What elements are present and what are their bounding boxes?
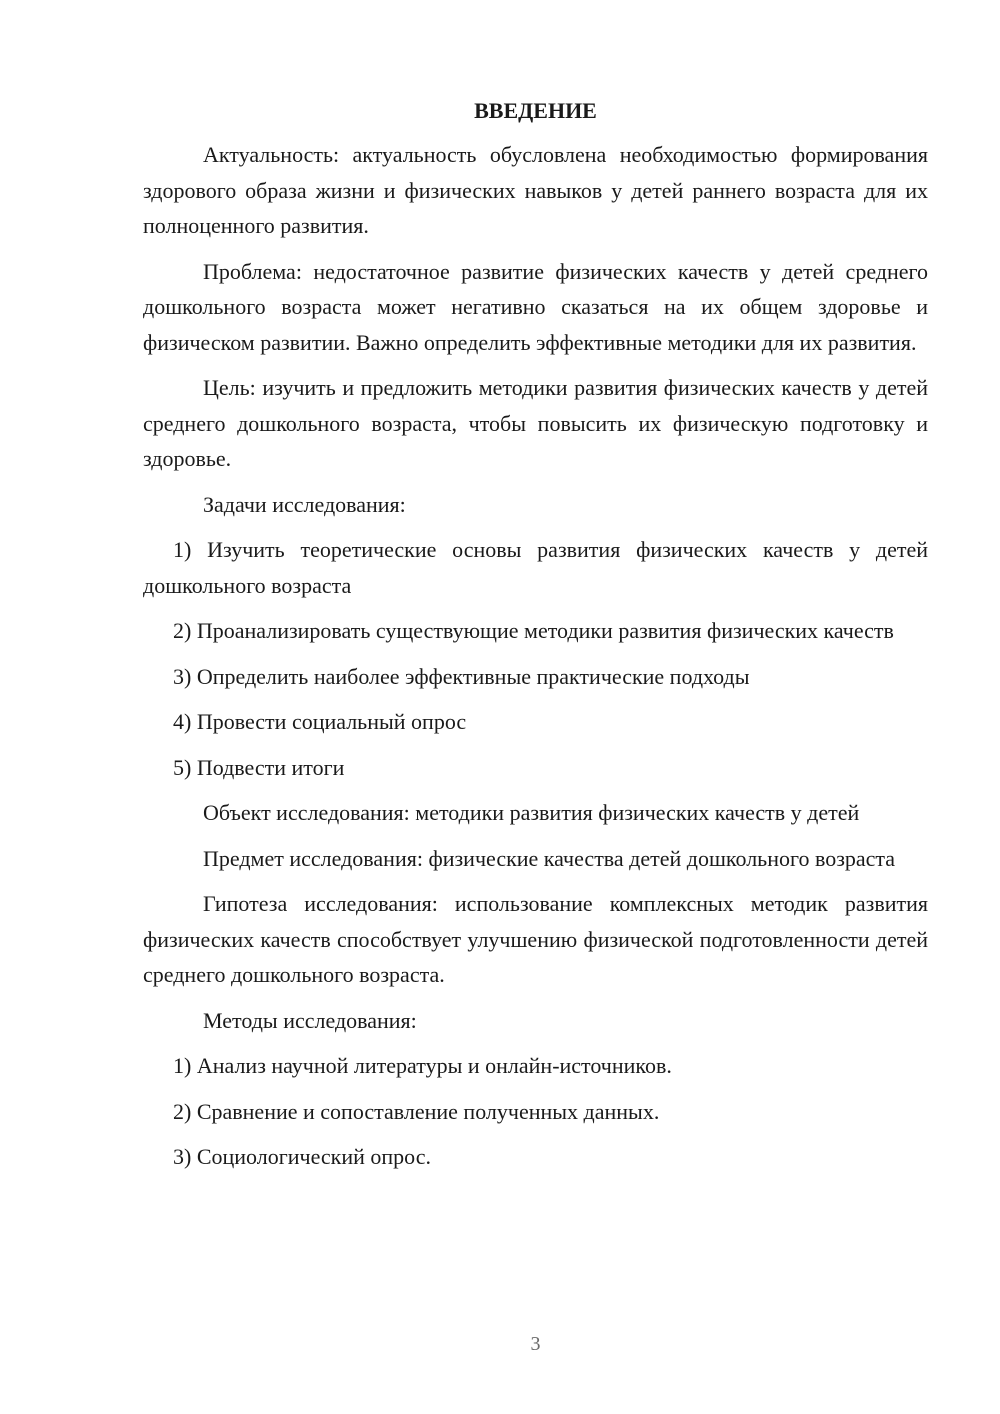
page-number: 3 <box>530 1333 541 1355</box>
paragraph-object: Объект исследования: методики развития физических качеств у детей <box>203 800 860 825</box>
tasks-heading: Задачи исследования: <box>203 491 406 517</box>
method-item-2: 2) Сравнение и сопоставление полученных данных. <box>173 1098 660 1124</box>
paragraph-hypothesis: Гипотеза исследования: использование комплексных методик развития физических качеств способствует улучшению физической подготовленности детей среднего дошкольного возраста. <box>143 891 928 987</box>
task-item-2: 2) Проанализировать существующие методики развития физических качеств <box>173 618 894 643</box>
method-item-3: 3) Социологический опрос. <box>173 1144 431 1169</box>
method-item-1: 1) Анализ научной литературы и онлайн-источников. <box>173 1053 672 1078</box>
task-item-4: 4) Провести социальный опрос <box>173 709 467 734</box>
task-item-1: 1) Изучить теоретические основы развития физических качеств у детей дошкольного возраста <box>143 537 928 598</box>
task-item-3: 3) Определить наиболее эффективные практические подходы <box>173 663 750 689</box>
methods-heading: Методы исследования: <box>203 1007 417 1033</box>
paragraph-problem: Проблема: недостаточное развитие физических качеств у детей среднего дошкольного возраста может негативно сказаться на их общем здоровье и физическом развитии. Важно определить эффективные методики для их развития. <box>143 258 928 355</box>
paragraph-goal: Цель: изучить и предложить методики развития физических качеств у детей среднего дошкольного возраста, чтобы повысить их физическую подготовку и здоровье. <box>143 375 928 471</box>
task-item-5: 5) Подвести итоги <box>173 754 345 780</box>
paragraph-subject: Предмет исследования: физические качества детей дошкольного возраста <box>203 845 896 871</box>
paragraph-relevance: Актуальность: актуальность обусловлена необходимостью формирования здорового образа жизни и физических навыков у детей раннего возраста для их полноценного развития. <box>143 142 928 238</box>
document-body <box>143 93 928 1185</box>
section-title: ВВЕДЕНИЕ <box>474 98 597 123</box>
